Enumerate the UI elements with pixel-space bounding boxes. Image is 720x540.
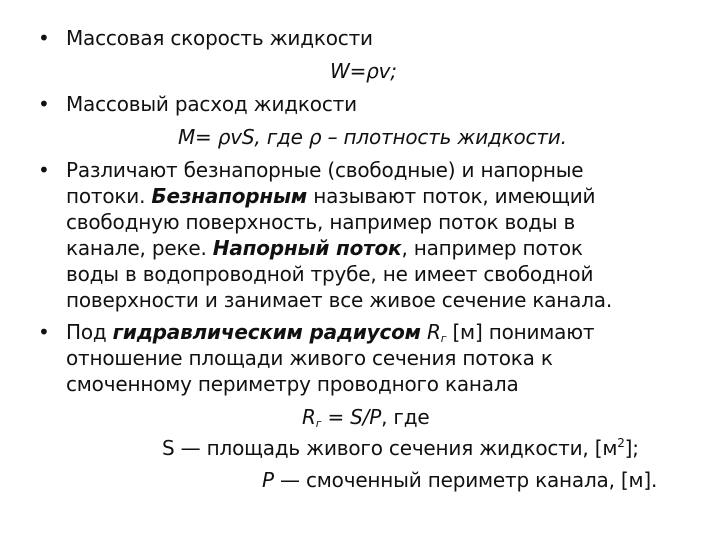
text-run: — смоченный периметр канала, [м]. [273, 468, 658, 492]
definition-P [262, 468, 657, 492]
bullet-marker: • [38, 26, 50, 50]
text-run: называют поток, имеющий [307, 184, 596, 208]
bullet-4-line-3: смоченному периметру проводного канала [66, 372, 519, 396]
formula-mass-velocity: W=ρv; [330, 59, 397, 83]
formula-body: = S/P [321, 405, 382, 429]
superscript-2: 2 [617, 436, 625, 450]
bullet-4-line-2: отношение площади живого сечения потока к [66, 346, 553, 370]
bullet-marker: • [38, 92, 50, 116]
text-run: потоки. [66, 184, 152, 208]
bullet-3-line-5: воды в водопроводной трубе, не имеет свободной [66, 262, 594, 286]
symbol-R: R [302, 405, 316, 429]
formula-hydraulic-radius [302, 405, 429, 429]
text-run: , где [381, 405, 430, 429]
bullet-4-line-1 [66, 320, 594, 344]
symbol-R: R [427, 320, 441, 344]
bullet-3-line-2 [66, 184, 595, 208]
bullet-3-line-3: свободную поверхность, например поток воды в [66, 210, 576, 234]
bullet-marker: • [38, 158, 50, 182]
bullet-3-line-1: Различают безнапорные (свободные) и напорные [66, 158, 584, 182]
formula-mass-flow: M= ρvS, где ρ – плотность жидкости. [178, 125, 567, 149]
bullet-2-text: Массовый расход жидкости [66, 92, 357, 116]
definition-S [162, 436, 639, 460]
term-pressure-flow: Напорный поток [212, 236, 402, 260]
text-run: ]; [624, 436, 639, 460]
text-run: канале, реке. [66, 236, 213, 260]
bullet-3-line-4 [66, 236, 583, 260]
text-run: [м] понимают [446, 320, 595, 344]
text-run: , например поток [401, 236, 583, 260]
bullet-3-line-6: поверхности и занимает все живое сечение канала. [66, 288, 612, 312]
symbol-R-subscript: г [315, 417, 322, 430]
symbol-R-subscript: г [440, 332, 447, 345]
term-free-surface-flow: Безнапорным [151, 184, 308, 208]
term-hydraulic-radius: гидравлическим радиусом [112, 320, 421, 344]
bullet-marker: • [38, 320, 50, 344]
text-run: Под [66, 320, 113, 344]
text-run: S — площадь живого сечения жидкости, [м [162, 436, 618, 460]
bullet-1-text: Массовая скорость жидкости [66, 26, 373, 50]
symbol-P: P [262, 468, 274, 492]
